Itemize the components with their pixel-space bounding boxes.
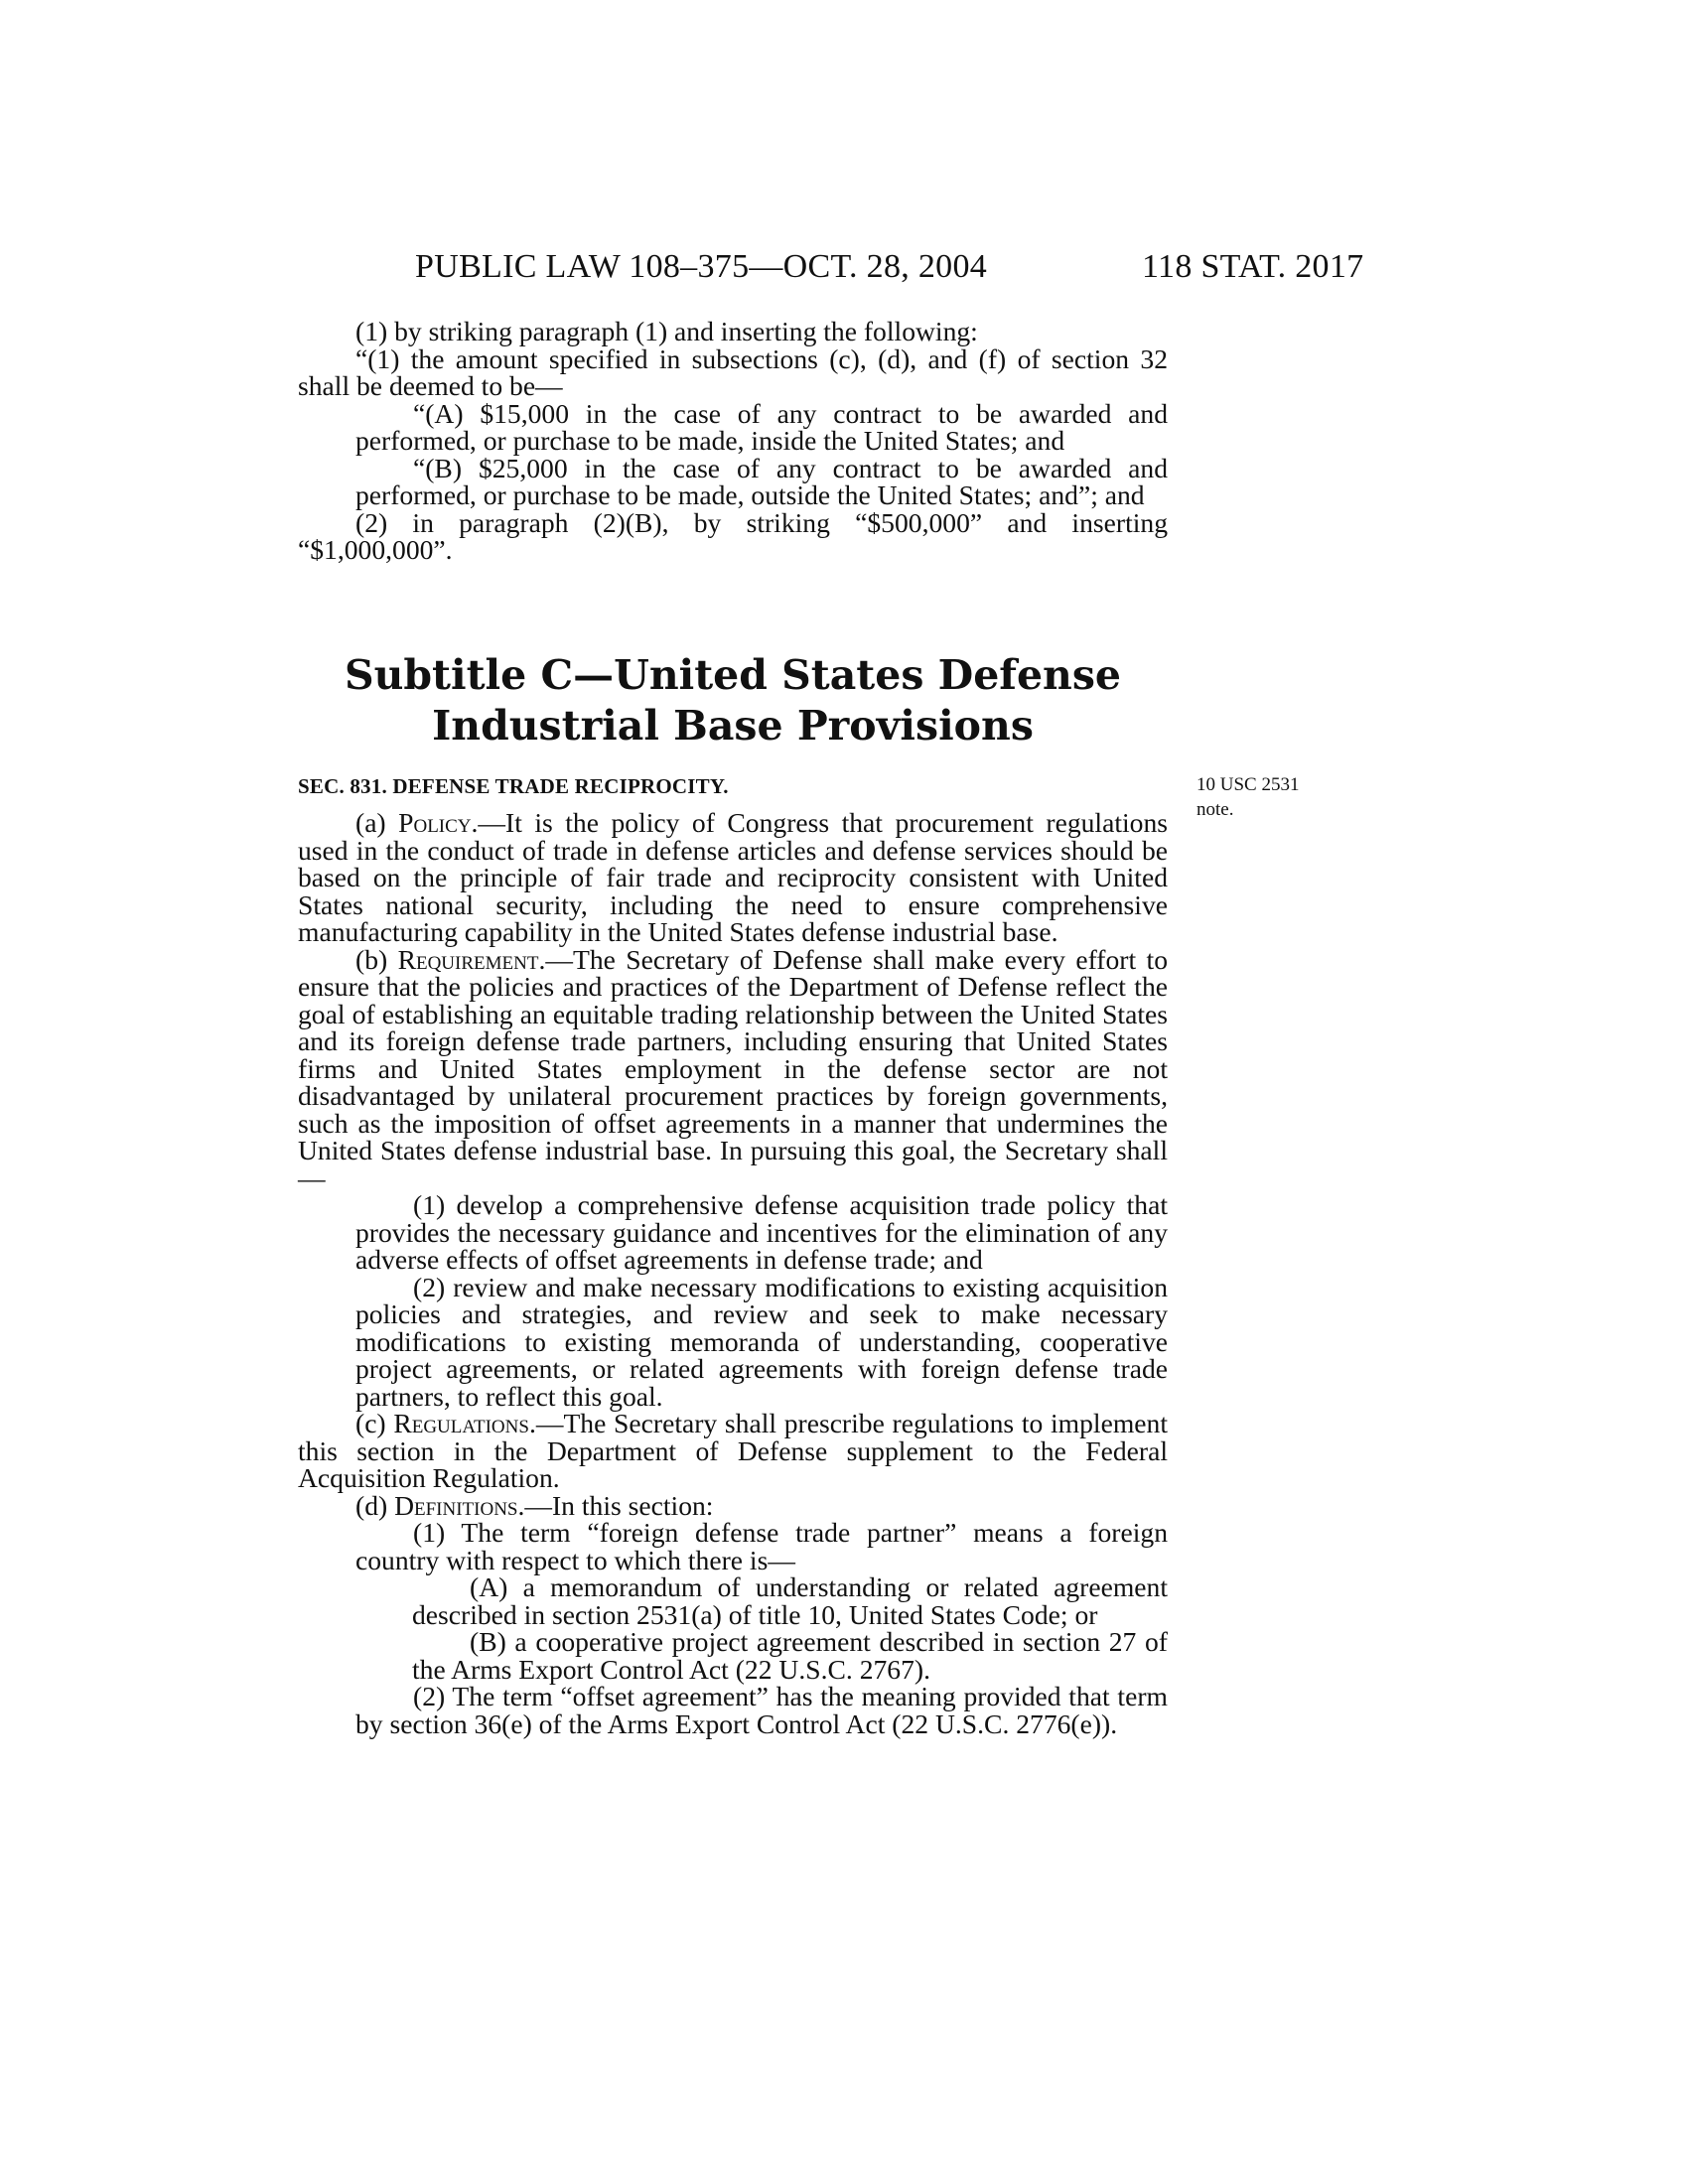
subsection-d-paragraph-1: (1) The term “foreign defense trade partner” means a foreign country with respect to which there is—	[355, 1517, 1168, 1575]
subsection-d-caption: Definitions	[394, 1489, 518, 1521]
subtitle-line-2: Industrial Base Provisions	[432, 702, 1034, 750]
section-heading: SEC. 831. DEFENSE TRADE RECIPROCITY.	[298, 774, 729, 798]
amendment-list	[298, 318, 1168, 564]
subsection-c-caption: Regulations	[393, 1408, 529, 1438]
amendment-item-1: (1) by striking paragraph (1) and inserting the following:	[355, 316, 978, 346]
subsection-b-paragraph-2: (2) review and make necessary modifications to existing acquisition policies and strategies, and review and seek to make necessary modifications to existing memoranda of understanding, cooperative project agreements, or related agreements with foreign defense trade partners, to reflect this goal.	[355, 1271, 1168, 1412]
subsection-c-label: (c)	[355, 1408, 394, 1438]
subsection-a-label: (a)	[355, 807, 399, 838]
subsection-a-text: .—It is the policy of Congress that procurement regulations used in the conduct of trade in defense articles and defense services should be based on the principle of fair trade and reciprocity consistent with United States national security, including the need to ensure comprehensive manufacturing capability in the United States defense industrial base.	[298, 807, 1168, 947]
subsection-b-caption: Requirement	[397, 943, 539, 975]
margin-note-suffix: note.	[1196, 799, 1234, 820]
subsection-d	[298, 1489, 1168, 1521]
subsection-d-paragraph-1-a: (A) a memorandum of understanding or related agreement described in section 2531(a) of title 10, United States Code; or	[412, 1571, 1168, 1630]
amendment-item-1-b: “(B) $25,000 in the case of any contract to be awarded and performed, or purchase to be made, outside the United States; and”; and	[355, 452, 1168, 510]
amendment-item-2: (2) in paragraph (2)(B), by striking “$500,000” and inserting “$1,000,000”.	[298, 506, 1168, 565]
subsection-d-paragraph-2: (2) The term “offset agreement” has the meaning provided that term by section 36(e) of the Arms Export Control Act (22 U.S.C. 2776(e)).	[355, 1681, 1168, 1739]
margin-note	[1196, 772, 1326, 822]
subtitle-line-1: Subtitle C—United States Defense	[344, 651, 1122, 699]
subsection-d-text: .—In this section:	[517, 1489, 714, 1521]
subsection-b	[298, 943, 1168, 1193]
section-body	[298, 809, 1168, 1737]
subsection-d-paragraph-1-b: (B) a cooperative project agreement described in section 27 of the Arms Export Control Act (22 U.S.C. 2767).	[412, 1626, 1168, 1685]
subsection-a-caption: Policy	[398, 807, 472, 838]
subsection-b-paragraph-1: (1) develop a comprehensive defense acquisition trade policy that provides the necessary guidance and incentives for the elimination of any adverse effects of offset agreements in defense trade; and	[355, 1189, 1168, 1275]
page-stat-number: 118 STAT. 2017	[1142, 248, 1364, 285]
amendment-item-1-quote: “(1) the amount specified in subsections (c), (d), and (f) of section 32 shall be deemed to be—	[298, 342, 1168, 401]
subsection-b-label: (b)	[355, 943, 398, 975]
subsection-c	[298, 1410, 1168, 1492]
running-header-title: PUBLIC LAW 108–375—OCT. 28, 2004	[415, 248, 988, 285]
subsection-b-text: .—The Secretary of Defense shall make every effort to ensure that the policies and practices of the Department of Defense reflect the goal of establishing an equitable trading relationship between the United States and its foreign defense trade partners, including ensuring that United States firms and United States employment in the defense sector are not disadvantaged by unilateral procurement practices by foreign governments, such as the imposition of offset agreements in a manner that undermines the United States defense industrial base. In pursuing this goal, the Secretary shall—	[298, 943, 1168, 1193]
subsection-d-label: (d)	[355, 1489, 395, 1521]
subsection-a	[298, 809, 1168, 946]
margin-note-citation: 10 USC 2531	[1196, 774, 1300, 795]
subsection-c-text: .—The Secretary shall prescribe regulations to implement this section in the Department of Defense supplement to the Federal Acquisition Regulation.	[298, 1408, 1169, 1493]
subtitle-heading	[298, 650, 1168, 751]
amendment-item-1-a: “(A) $15,000 in the case of any contract to be awarded and performed, or purchase to be made, inside the United States; and	[355, 397, 1168, 456]
